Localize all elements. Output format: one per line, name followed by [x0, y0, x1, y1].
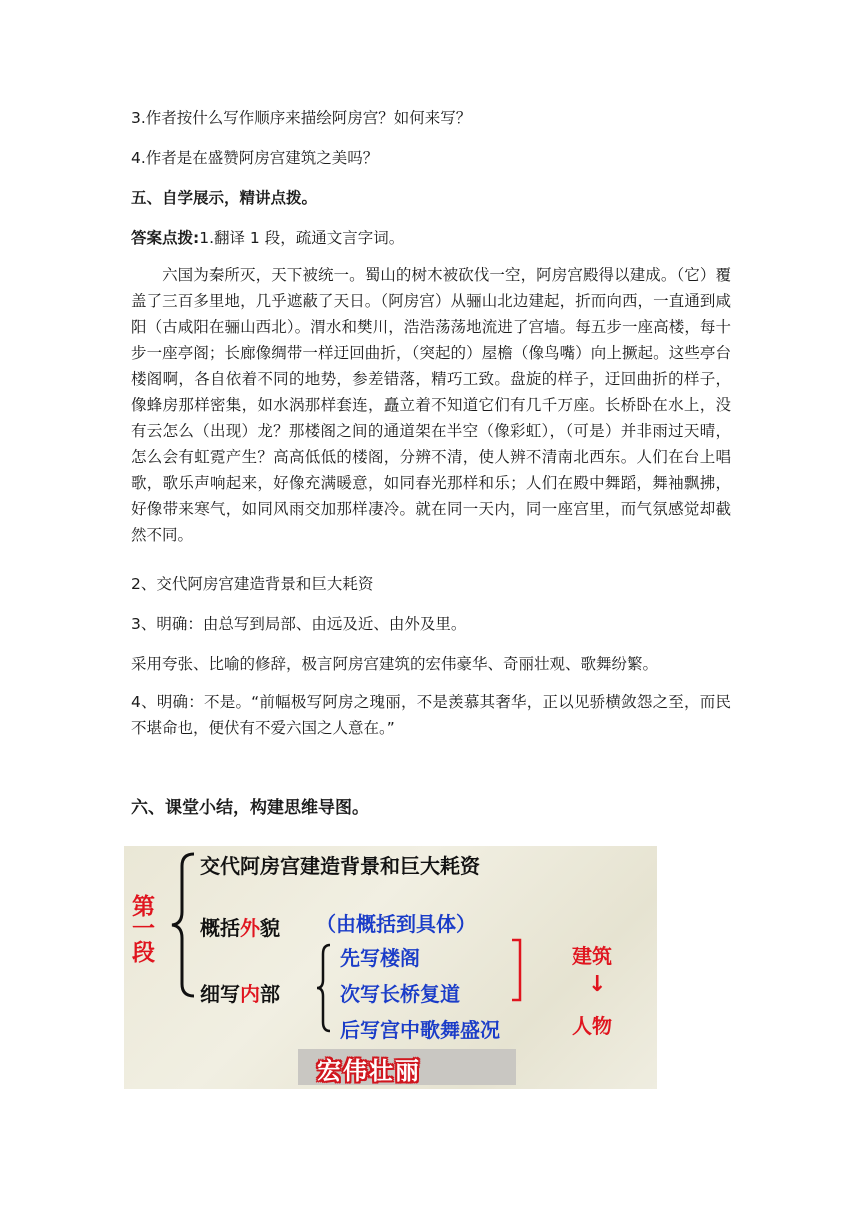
answer-intro: 1.翻译 1 段，疏通文言字词。	[199, 229, 405, 247]
section-6-heading: 六、课堂小结，构建思维导图。	[131, 798, 369, 818]
mind-map-image	[124, 846, 657, 1089]
mindmap-branch-2-note: （由概括到具体）	[316, 912, 476, 936]
branch-3-highlight: 内	[240, 982, 260, 1006]
answer-label: 答案点拨:	[131, 229, 200, 247]
branch-3-text-a: 细写	[200, 982, 240, 1006]
mindmap-section-label-1: 第	[132, 894, 155, 920]
answer-item-3-detail: 采用夸张、比喻的修辞，极言阿房宫建筑的宏伟豪华、奇丽壮观、歌舞纷繁。	[131, 655, 659, 673]
branch-2-highlight: 外	[240, 916, 260, 940]
mindmap-right-top: 建筑	[572, 944, 612, 968]
section-5-heading: 五、自学展示，精讲点拨。	[131, 189, 318, 207]
down-arrow-icon: ↓	[588, 972, 607, 997]
answer-item-3: 3、明确：由总写到局部、由远及近、由外及里。	[131, 615, 467, 633]
branch-2-text-b: 貌	[260, 916, 280, 940]
main-brace-icon	[168, 850, 198, 1000]
mindmap-sub-3: 后写宫中歌舞盛况	[340, 1018, 500, 1042]
answer-intro-line	[131, 228, 404, 248]
answer-item-4: 4、明确：不是。“前幅极写阿房之瑰丽，不是羡慕其奢华，正以见骄横敛怨之至，而民不堪命也，便伏有不爱六国之人意在。”	[131, 693, 731, 737]
branch-3-text-b: 部	[260, 982, 280, 1006]
mindmap-branch-2	[200, 912, 280, 941]
sub-brace-icon	[314, 942, 332, 1034]
translation-text: 六国为秦所灭，天下被统一。蜀山的树木被砍伐一空，阿房宫殿得以建成。（它）覆盖了三百多里地，几乎遮蔽了天日。（阿房宫）从骊山北边建起，折而向西，一直通到咸阳（古咸阳在骊山西北）。渭水和樊川，浩浩荡荡地流进了宫墙。每五步一座高楼，每十步一座亭阁；长廊像绸带一样迂回曲折，（突起的）屋檐（像鸟嘴）向上撅起。这些亭台楼阁啊，各自依着不同的地势，参差错落，精巧工致。盘旋的样子，迂回曲折的样子，像蜂房那样密集，如水涡那样套连，矗立着不知道它们有几千万座。长桥卧在水上，没有云怎么（出现）龙？那楼阁之间的通道架在半空（像彩虹），（可是）并非雨过天晴，怎么会有虹霓产生？高高低低的楼阁，分辨不清，使人辨不清南北西东。人们在台上唱歌，歌乐声响起来，好像充满暖意，如同春光那样和乐；人们在殿中舞蹈，舞袖飘拂，好像带来寒气，如同风雨交加那样凄冷。就在同一天内，同一座宫里，而气氛感觉却截然不同。	[131, 266, 731, 544]
mindmap-branch-1: 交代阿房宫建造背景和巨大耗资	[200, 854, 480, 878]
mindmap-sub-2: 次写长桥复道	[340, 982, 460, 1006]
branch-2-text-a: 概括	[200, 916, 240, 940]
summary-text: 宏伟壮丽	[317, 1057, 421, 1085]
answer-item-2: 2、交代阿房宫建造背景和巨大耗资	[131, 575, 374, 593]
mindmap-branch-3	[200, 978, 280, 1007]
mindmap-right-bottom: 人物	[572, 1014, 612, 1038]
red-bracket-icon	[510, 938, 524, 1002]
question-3: 3.作者按什么写作顺序来描绘阿房宫？如何来写？	[131, 109, 472, 127]
mindmap-sub-1: 先写楼阁	[340, 946, 420, 970]
question-4: 4.作者是在盛赞阿房宫建筑之美吗？	[131, 149, 379, 167]
mindmap-section-label-2: 一	[132, 916, 155, 942]
translation-paragraph	[131, 262, 731, 548]
mindmap-section-label-3: 段	[132, 940, 155, 966]
